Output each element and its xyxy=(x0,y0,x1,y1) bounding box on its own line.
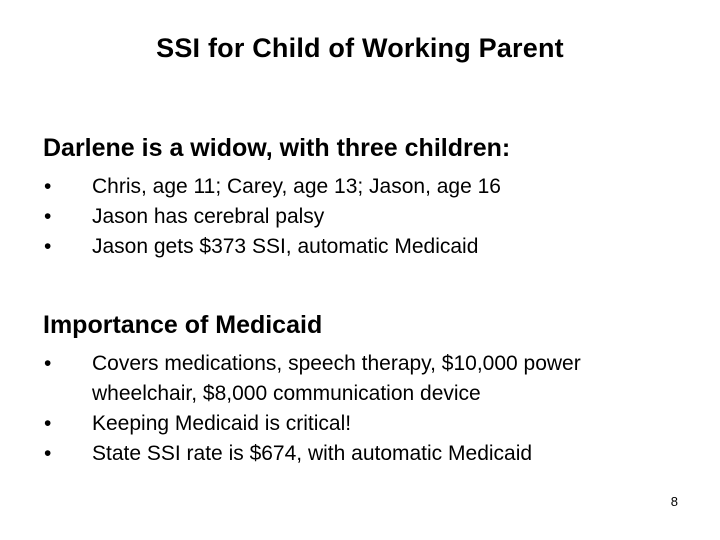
bullet-text: Chris, age 11; Carey, age 13; Jason, age 16 xyxy=(92,175,501,198)
bullet-icon: • xyxy=(44,205,52,228)
bullet-icon: • xyxy=(44,412,52,435)
bullet-list-medicaid xyxy=(40,349,680,469)
bullet-text: State SSI rate is $674, with automatic Medicaid xyxy=(92,442,533,465)
list-item xyxy=(40,409,680,439)
bullet-text: Jason gets $373 SSI, automatic Medicaid xyxy=(92,235,479,258)
list-item xyxy=(40,349,680,409)
bullet-icon: • xyxy=(44,175,52,198)
slide-title: SSI for Child of Working Parent xyxy=(156,33,564,63)
section-heading-medicaid: Importance of Medicaid xyxy=(43,311,323,339)
bullet-icon: • xyxy=(44,442,52,465)
list-item xyxy=(40,172,680,202)
bullet-icon: • xyxy=(44,352,52,375)
page-number: 8 xyxy=(670,494,678,509)
bullet-text: Keeping Medicaid is critical! xyxy=(92,412,352,435)
list-item xyxy=(40,439,680,469)
bullet-icon: • xyxy=(44,235,52,258)
list-item xyxy=(40,202,680,232)
list-item xyxy=(40,232,680,262)
bullet-list-family xyxy=(40,172,680,262)
bullet-text: Jason has cerebral palsy xyxy=(92,205,325,228)
section-heading-widow: Darlene is a widow, with three children: xyxy=(43,134,511,162)
bullet-text: Covers medications, speech therapy, $10,000 power wheelchair, $8,000 communication device xyxy=(92,352,581,405)
